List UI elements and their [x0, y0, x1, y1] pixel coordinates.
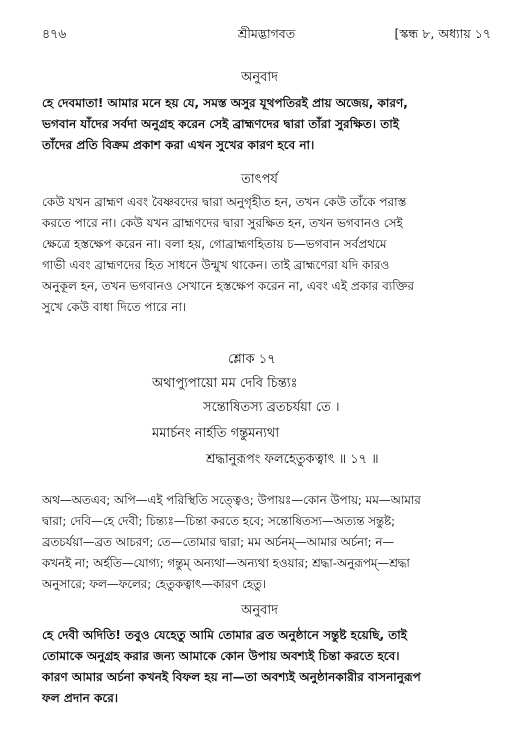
verse-line: সন্তোষিতস্য ব্রতচর্যয়া তে ।	[203, 400, 340, 415]
text-line: অনুসারে; ফল—ফলের; হেতুকত্বাৎ—কারণ হেতু।	[42, 577, 267, 591]
translation-heading-2: অনুবাদ	[241, 603, 278, 618]
text-line: হে দেবী অদিতি! তবুও যেহেতু আমি তোমার ব্রত অনুষ্ঠানে সন্তুষ্ট হয়েছি, তাই	[42, 628, 408, 642]
text-line: করতে পারে না। কেউ যখন ব্রাহ্মণদের দ্বারা সুরক্ষিত হন, তখন ভগবানও সেই	[42, 216, 403, 230]
text-line: গাভী এবং ব্রাহ্মণদের হিত সাধনে উন্মুখ থাকেন। তাই ব্রাহ্মণেরা যদি কারও	[42, 258, 390, 272]
text-line: হে দেবমাতা! আমার মনে হয় যে, সমস্ত অসুর যূথপতিরই প্রায় অজেয়, কারণ,	[42, 96, 408, 110]
text-line: কেউ যখন ব্রাহ্মণ এবং বৈষ্ণবদের দ্বারা অনুগৃহীত হন, তখন কেউ তাঁকে পরাস্ত	[42, 195, 407, 209]
text-line: সুখে কেউ বাধা দিতে পারে না।	[42, 300, 187, 314]
text-line: তোমাকে অনুগ্রহ করার জন্য আমাকে কোন উপায় অবশ্যই চিন্তা করতে হবে।	[42, 649, 400, 663]
synonyms-text	[42, 490, 491, 595]
chapter-reference: [স্কন্ধ ৮, অধ্যায় ১৭	[394, 26, 491, 41]
text-line: ক্ষেত্রে হস্তক্ষেপ করেন না। বলা হয়, গোব্রাহ্মণহিতায় চ—ভগবান সর্বপ্রথমে	[42, 237, 387, 251]
purport-text	[42, 192, 491, 318]
text-line: ব্রতচর্যয়া—ব্রত আচরণ; তে—তোমার দ্বারা; মম অর্চনম্—আমার অর্চনা; ন—	[42, 535, 395, 549]
translation-text-2	[42, 625, 491, 709]
text-line: তাঁদের প্রতি বিক্রম প্রকাশ করা এখন সুখের কারণ হবে না।	[42, 138, 315, 152]
verse-line: শ্রদ্ধানুরূপং ফলহেতুকত্বাৎ ॥ ১৭ ॥	[206, 452, 379, 467]
verse-heading: শ্লোক ১৭	[228, 352, 276, 367]
purport-heading: তাৎপর্য	[241, 172, 278, 187]
translation-heading: অনুবাদ	[241, 70, 278, 85]
text-line: ভগবান যাঁদের সর্বদা অনুগ্রহ করেন সেই ব্রাহ্মণদের দ্বারা তাঁরা সুরক্ষিত। তাই	[42, 117, 399, 131]
text-line: কখনই না; অর্হতি—যোগ্য; গন্তুম্ অন্যথা—অন্যথা হওয়ার; শ্রদ্ধা-অনুরূপম্—শ্রদ্ধা	[42, 556, 410, 570]
verse-line: অথাপ্যুপায়ো মম দেবি চিন্ত্যঃ	[152, 376, 298, 391]
text-line: ফল প্রদান করে।	[42, 691, 119, 705]
book-title: শ্রীমদ্ভাগবত	[237, 26, 296, 41]
translation-text	[42, 93, 491, 156]
text-line: অথ—অতএব; অপি—এই পরিস্থিতি সত্ত্বেও; উপায়ঃ—কোন উপায়; মম—আমার	[42, 493, 421, 507]
page-number: ৪৭৬	[42, 26, 67, 41]
text-line: কারণ আমার অর্চনা কখনই বিফল হয় না—তা অবশ্যই অনুষ্ঠানকারীর বাসনানুরূপ	[42, 670, 421, 684]
page-header	[42, 26, 491, 44]
text-line: অনুকূল হন, তখন ভগবানও সেখানে হস্তক্ষেপ করেন না, এবং এই প্রকার ব্যক্তির	[42, 279, 414, 293]
text-line: দ্বারা; দেবি—হে দেবী; চিন্ত্যঃ—চিন্তা করতে হবে; সন্তোষিতস্য—অত্যন্ত সন্তুষ্ট;	[42, 514, 396, 528]
verse-line: মমার্চনং নার্হতি গন্তুমন্যথা	[152, 426, 280, 441]
